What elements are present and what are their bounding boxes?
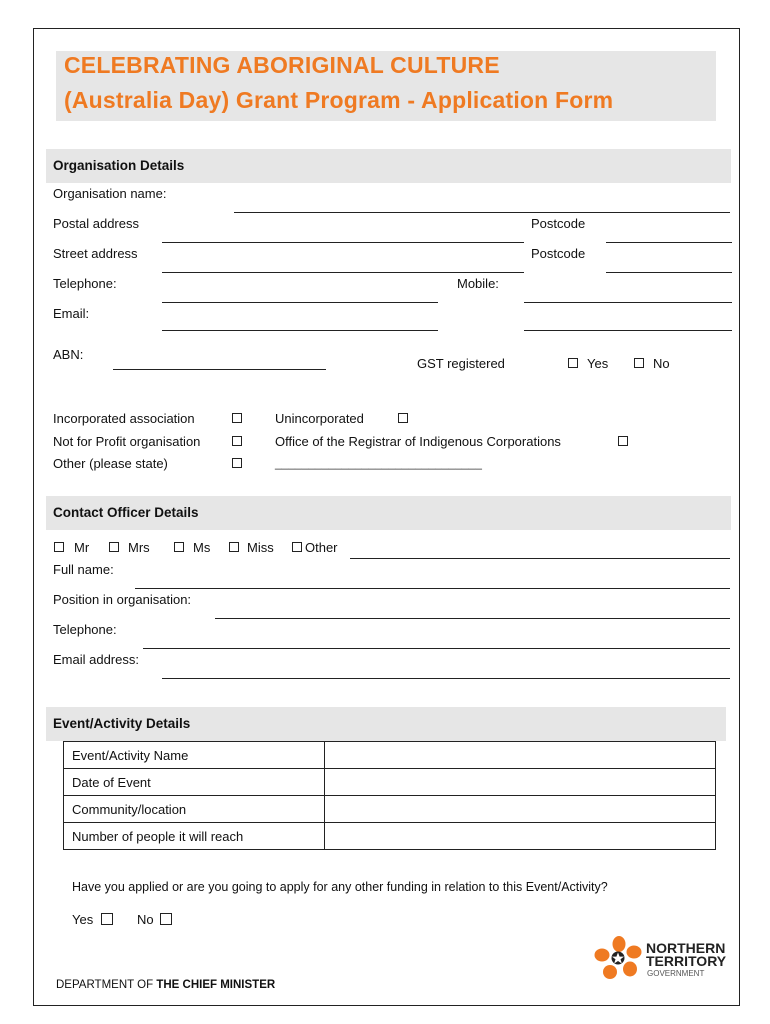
- title-ms-label: Ms: [193, 540, 211, 555]
- email-field-extra[interactable]: [524, 330, 732, 331]
- unincorporated-checkbox[interactable]: [398, 413, 408, 423]
- title-other-label: Other: [305, 540, 338, 555]
- event-name-label: Event/Activity Name: [64, 742, 325, 769]
- incorporated-checkbox[interactable]: [232, 413, 242, 423]
- street-address-label: Street address: [53, 246, 138, 261]
- form-title-line1: CELEBRATING ABORIGINAL CULTURE: [64, 52, 500, 78]
- email-label: Email:: [53, 306, 90, 321]
- postal-postcode-field[interactable]: [606, 242, 732, 243]
- logo-line2: TERRITORY: [646, 953, 727, 969]
- funding-no-checkbox[interactable]: [160, 913, 172, 925]
- abn-field[interactable]: [113, 369, 326, 370]
- title-miss-label: Miss: [247, 540, 274, 555]
- title-other-checkbox[interactable]: [292, 542, 302, 552]
- gst-no-label: No: [653, 356, 670, 371]
- position-label: Position in organisation:: [53, 592, 192, 607]
- event-reach-field[interactable]: [325, 823, 716, 850]
- gst-yes-checkbox[interactable]: [568, 358, 578, 368]
- contact-email-field[interactable]: [162, 678, 730, 679]
- contact-telephone-field[interactable]: [143, 648, 730, 649]
- full-name-label: Full name:: [53, 562, 114, 577]
- form-title-line2: (Australia Day) Grant Program - Application Form: [64, 87, 614, 113]
- other-type-field[interactable]: _______________________________: [275, 456, 482, 470]
- position-field[interactable]: [215, 618, 730, 619]
- nt-flower-icon: [594, 935, 644, 981]
- event-date-field[interactable]: [325, 769, 716, 796]
- abn-label: ABN:: [53, 347, 84, 362]
- contact-email-label: Email address:: [53, 652, 139, 667]
- department-bold: THE CHIEF MINISTER: [156, 979, 276, 991]
- not-for-profit-label: Not for Profit organisation: [53, 434, 201, 449]
- funding-question: Have you applied or are you going to apply for any other funding in relation to this Event/Activity?: [72, 880, 608, 894]
- title-other-field[interactable]: [350, 558, 730, 559]
- logo-line3: GOVERNMENT: [647, 969, 705, 978]
- gst-no-checkbox[interactable]: [634, 358, 644, 368]
- postal-address-label: Postal address: [53, 216, 139, 231]
- contact-heading: Contact Officer Details: [53, 505, 199, 520]
- event-location-label: Community/location: [64, 796, 325, 823]
- registrar-checkbox[interactable]: [618, 436, 628, 446]
- gst-yes-label: Yes: [587, 356, 609, 371]
- full-name-field[interactable]: [135, 588, 730, 589]
- title-mr-checkbox[interactable]: [54, 542, 64, 552]
- organisation-name-field[interactable]: [234, 212, 730, 213]
- department-prefix: DEPARTMENT OF: [56, 979, 157, 991]
- title-ms-checkbox[interactable]: [174, 542, 184, 552]
- department-name: [56, 979, 275, 991]
- event-name-field[interactable]: [325, 742, 716, 769]
- organisation-name-label: Organisation name:: [53, 186, 167, 201]
- event-date-label: Date of Event: [64, 769, 325, 796]
- logo-line1: NORTHERN: [646, 940, 726, 956]
- other-type-checkbox[interactable]: [232, 458, 242, 468]
- funding-yes-label: Yes: [72, 912, 94, 927]
- title-mr-label: Mr: [74, 540, 90, 555]
- registrar-label: Office of the Registrar of Indigenous Corporations: [275, 434, 561, 449]
- telephone-label: Telephone:: [53, 276, 117, 291]
- unincorporated-label: Unincorporated: [275, 411, 364, 426]
- title-mrs-label: Mrs: [128, 540, 150, 555]
- email-field[interactable]: [162, 330, 438, 331]
- gst-label: GST registered: [417, 356, 505, 371]
- event-reach-label: Number of people it will reach: [64, 823, 325, 850]
- event-location-field[interactable]: [325, 796, 716, 823]
- event-details-table: [63, 741, 716, 850]
- telephone-field[interactable]: [162, 302, 438, 303]
- event-heading: Event/Activity Details: [53, 716, 191, 731]
- not-for-profit-checkbox[interactable]: [232, 436, 242, 446]
- street-postcode-label: Postcode: [531, 246, 586, 261]
- table-row: [64, 769, 716, 796]
- table-row: [64, 796, 716, 823]
- other-type-label: Other (please state): [53, 456, 168, 471]
- mobile-label: Mobile:: [457, 276, 499, 291]
- table-row: [64, 823, 716, 850]
- contact-telephone-label: Telephone:: [53, 622, 117, 637]
- title-miss-checkbox[interactable]: [229, 542, 239, 552]
- postal-address-field[interactable]: [162, 242, 524, 243]
- table-row: [64, 742, 716, 769]
- street-postcode-field[interactable]: [606, 272, 732, 273]
- organisation-heading: Organisation Details: [53, 158, 185, 173]
- mobile-field[interactable]: [524, 302, 732, 303]
- funding-yes-checkbox[interactable]: [101, 913, 113, 925]
- title-mrs-checkbox[interactable]: [109, 542, 119, 552]
- incorporated-label: Incorporated association: [53, 411, 195, 426]
- postal-postcode-label: Postcode: [531, 216, 586, 231]
- funding-no-label: No: [137, 912, 154, 927]
- street-address-field[interactable]: [162, 272, 524, 273]
